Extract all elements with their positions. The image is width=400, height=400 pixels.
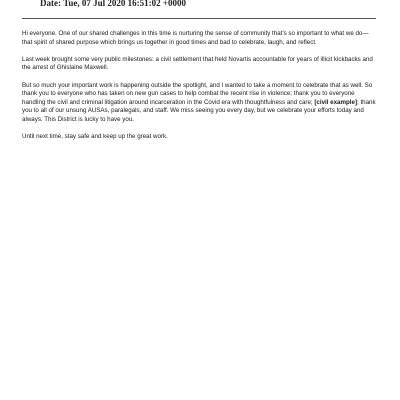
email-body xyxy=(22,30,378,150)
thanks-text-end: ; thank you to all of our unsung AUSAs, paralegals, and staff. We miss seeing you every day, but we celebrate your efforts today and always. This District is lucky to have you. xyxy=(22,98,376,123)
body-paragraph-signoff: Until next time, stay safe and keep up the great work. xyxy=(22,133,168,141)
date-value: Tue, 07 Jul 2020 16:51:02 +0000 xyxy=(63,0,187,8)
body-paragraph-greeting: Hi everyone. One of our shared challenges in this time is nurturing the sense of community that’s so important to what we do—that spirit of shared purpose which brings us together in good times and bad to celebrate, laugh, and reflect. xyxy=(22,30,369,46)
date-label: Date: xyxy=(40,0,61,8)
body-paragraph-thanks xyxy=(22,82,378,125)
body-paragraph-milestones: Last week brought some very public milestones: a civil settlement that held Novartis accountable for years of illicit kickbacks and the arrest of Ghislaine Maxwell. xyxy=(22,55,373,72)
thanks-text-start: But so much your important work is happening outside the spotlight, and I wanted to take a moment to celebrate that as well. So thank you to everyone who has taken on new gun cases to help combat the recent rise in violence; thank you to everyone handling the civil and criminal litigation around incarceration in the Covid era with thoughtfulness and care; xyxy=(22,81,373,106)
email-header xyxy=(40,0,186,9)
header-divider xyxy=(22,18,376,19)
civil-example-placeholder: [civil example] xyxy=(314,98,358,106)
